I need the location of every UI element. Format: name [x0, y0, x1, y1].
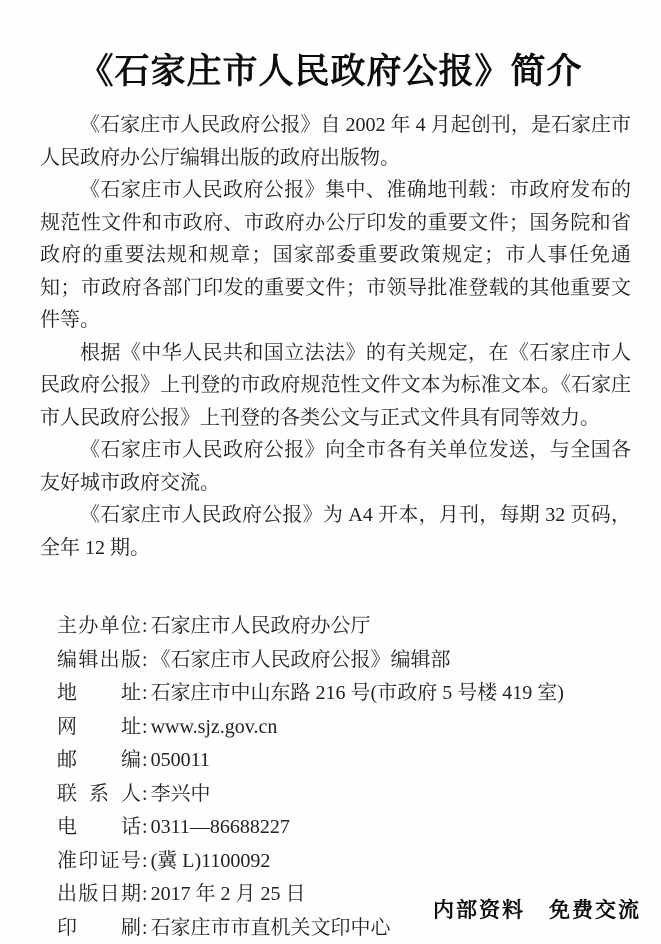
info-row-phone [57, 811, 631, 845]
label-colon: : [142, 916, 148, 939]
info-row-print-permit [57, 845, 631, 879]
label-colon: : [142, 782, 148, 805]
label-colon: : [142, 883, 148, 905]
info-value: 石家庄市中山东路 216 号(市政府 5 号楼 419 室) [150, 682, 564, 704]
info-row-website [57, 711, 631, 745]
label-colon: : [142, 648, 148, 671]
info-value: (冀 L)1100092 [150, 849, 271, 872]
info-value: 0311—86688227 [150, 816, 290, 838]
label-colon: : [142, 849, 148, 872]
info-label: 准印证号 [57, 849, 141, 872]
info-label: 邮编 [57, 749, 141, 771]
info-value: 李兴中 [150, 782, 211, 805]
info-label: 电话 [57, 816, 141, 838]
intro-paragraph-1: 《石家庄市人民政府公报》自 2002 年 4 月起创刊，是石家庄市人民政府办公厅编辑出版的政府出版物。 [40, 114, 631, 169]
info-row-postal-code [57, 744, 631, 778]
label-colon: : [142, 749, 148, 771]
info-label: 主办单位 [57, 615, 141, 637]
label-colon: : [142, 816, 148, 838]
info-label: 联系人 [57, 782, 141, 805]
intro-section [40, 109, 631, 564]
info-value: 2017 年 2 月 25 日 [150, 883, 306, 905]
intro-paragraph-5: 《石家庄市人民政府公报》为 A4 开本，月刊，每期 32 页码，全年 12 期。 [40, 504, 631, 559]
info-row-editor-publisher [57, 644, 631, 678]
info-value: 050011 [150, 749, 210, 771]
info-label: 编辑出版 [57, 648, 141, 671]
footer-free-exchange-label: 免费交流 [549, 899, 641, 922]
label-colon: : [142, 715, 148, 738]
info-value: www.sjz.gov.cn [150, 715, 278, 738]
info-value: 石家庄市市直机关文印中心 [150, 916, 391, 939]
info-value: 《石家庄市人民政府公报》编辑部 [150, 648, 451, 671]
footer-internal-material-label: 内部资料 [433, 899, 525, 922]
footer-note [433, 894, 641, 924]
info-row-host-unit [57, 610, 631, 644]
info-row-contact-person [57, 778, 631, 812]
info-row-address [57, 677, 631, 711]
intro-paragraph-4: 《石家庄市人民政府公报》向全市各有关单位发送，与全国各友好城市政府交流。 [40, 439, 631, 494]
intro-paragraph-3: 根据《中华人民共和国立法法》的有关规定，在《石家庄市人民政府公报》上刊登的市政府规范性文件文本为标准文本。《石家庄市人民政府公报》上刊登的各类公文与正式文件具有同等效力。 [40, 341, 631, 429]
label-colon: : [142, 682, 148, 704]
info-label: 地址 [57, 682, 141, 704]
info-label: 印刷 [57, 916, 141, 939]
label-colon: : [142, 615, 148, 637]
document-title: 《石家庄市人民政府公报》简介 [78, 52, 583, 91]
info-value: 石家庄市人民政府办公厅 [150, 615, 371, 637]
intro-paragraph-2: 《石家庄市人民政府公报》集中、准确地刊载：市政府发布的规范性文件和市政府、市政府办公厅印发的重要文件；国务院和省政府的重要法规和规章；国家部委重要政策规定；市人事任免通知；市政府各部门印发的重要文件；市领导批准登载的其他重要文件等。 [40, 179, 631, 331]
info-label: 网址 [57, 715, 141, 738]
info-label: 出版日期 [57, 883, 141, 905]
